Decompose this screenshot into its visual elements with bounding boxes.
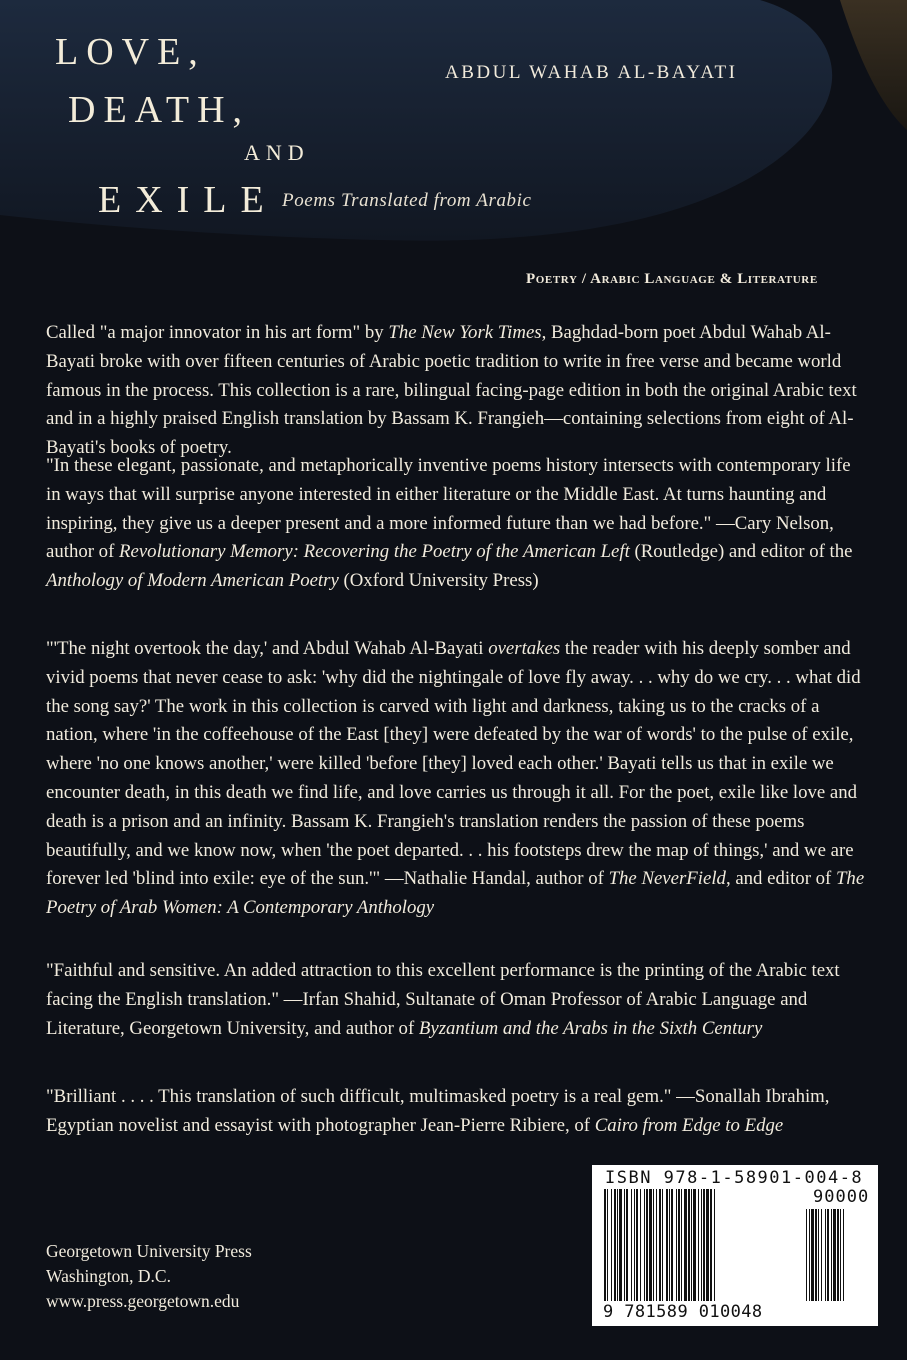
blurb-text: , and editor of — [725, 868, 836, 890]
barcode-bar — [681, 1189, 682, 1301]
book-title-line-2: DEATH, — [68, 89, 251, 131]
barcode-bar — [659, 1189, 661, 1301]
blurb-paragraph-handal — [46, 635, 868, 923]
category-label: Poetry / Arabic Language & Literature — [526, 271, 818, 287]
barcode-addon-bar — [811, 1209, 814, 1301]
publisher-url: www.press.georgetown.edu — [46, 1291, 240, 1311]
barcode-bar — [701, 1189, 702, 1301]
barcode-bar — [631, 1189, 632, 1301]
barcode-bar — [649, 1189, 652, 1301]
publisher-name: Georgetown University Press — [46, 1241, 252, 1261]
barcode-bar — [636, 1189, 638, 1301]
barcode-addon-bar — [843, 1209, 844, 1301]
publisher-city: Washington, D.C. — [46, 1266, 171, 1286]
barcode-bar — [646, 1189, 648, 1301]
barcode-bar — [604, 1189, 606, 1301]
barcode-bar — [614, 1189, 616, 1301]
barcode-bar — [617, 1189, 618, 1301]
barcode-bar — [634, 1189, 635, 1301]
barcode-addon-bar — [818, 1209, 819, 1301]
blurb-text: (Routledge) and editor of the — [629, 541, 853, 563]
barcode-addon-bar — [840, 1209, 841, 1301]
barcode-bar — [676, 1189, 677, 1301]
barcode-bar — [624, 1189, 625, 1301]
price-code: 90000 — [813, 1187, 870, 1207]
barcode-bar — [666, 1189, 668, 1301]
barcode-bar — [693, 1189, 696, 1301]
barcode-addon-bar — [809, 1209, 810, 1301]
barcode-bar — [698, 1189, 699, 1301]
barcode-bar — [626, 1189, 628, 1301]
barcode-addon-bar — [833, 1209, 836, 1301]
author-name: ABDUL WAHAB AL-BAYATI — [445, 62, 738, 83]
blurb-text: "'The night overtook the day,' and Abdul Wahab Al-Bayati — [46, 638, 489, 659]
blurb-text: Called "a major innovator in his art form" by — [46, 322, 389, 343]
blurb-italic-text: The New York Times — [388, 322, 542, 343]
barcode-bar — [656, 1189, 657, 1301]
barcode-bar — [669, 1189, 670, 1301]
ean-number: 9 781589 010048 — [603, 1302, 763, 1322]
barcode-addon-bar — [806, 1209, 807, 1301]
barcode-addon-bar — [831, 1209, 832, 1301]
barcode-addon-bar — [825, 1209, 826, 1301]
blurb-italic-text: overtakes — [488, 638, 561, 659]
blurb-paragraph-shahid — [46, 957, 868, 1043]
barcode-bar — [653, 1189, 654, 1301]
barcode-bar — [671, 1189, 673, 1301]
book-title-line-1: LOVE, — [55, 31, 206, 73]
blurb-paragraph-nelson — [46, 452, 868, 596]
book-title-line-3: AND — [244, 140, 310, 165]
barcode-addon-bar — [815, 1209, 817, 1301]
barcode-bar — [611, 1189, 612, 1301]
isbn-barcode — [592, 1165, 878, 1326]
book-subtitle: Poems Translated from Arabic — [282, 190, 532, 211]
blurb-italic-text: The Poetry of Arab Women: A Contemporary Anthology — [46, 868, 865, 919]
barcode-bar — [619, 1189, 622, 1301]
barcode-bar — [607, 1189, 608, 1301]
barcode-bar — [714, 1189, 715, 1301]
barcode-addon-bar — [837, 1209, 839, 1301]
blurb-italic-text: Revolutionary Memory: Recovering the Poetry of the American Left — [119, 541, 630, 563]
barcode-bar — [644, 1189, 645, 1301]
isbn-number: ISBN 978-1-58901-004-8 — [605, 1168, 864, 1188]
barcode-bar — [688, 1189, 690, 1301]
barcode-bar — [678, 1189, 680, 1301]
barcode-addon-bar — [821, 1209, 822, 1301]
barcode-addon-bar — [827, 1209, 829, 1301]
book-title-line-4: EXILE — [98, 179, 278, 221]
blurb-paragraph-ibrahim — [46, 1083, 868, 1141]
blurb-text: (Oxford University Press) — [338, 570, 539, 592]
barcode-bar — [703, 1189, 705, 1301]
blurb-italic-text: Anthology of Modern American Poetry — [46, 570, 339, 592]
barcode-bar — [691, 1189, 692, 1301]
publisher-info — [46, 1239, 252, 1314]
barcode-bar — [710, 1189, 712, 1301]
barcode-bar — [640, 1189, 641, 1301]
barcode-bar — [684, 1189, 687, 1301]
blurb-italic-text: Byzantium and the Arabs in the Sixth Century — [418, 1017, 763, 1039]
blurb-text: "Brilliant . . . . This translation of such difficult, multimasked poetry is a real gem." —Sonallah Ibrahim, Egyptian novelist and essayist with photographer Jean-Pierre Ribiere, of — [46, 1086, 830, 1136]
barcode-bar — [662, 1189, 663, 1301]
blurb-italic-text: Cairo from Edge to Edge — [594, 1114, 784, 1136]
blurb-italic-text: The NeverField — [608, 868, 726, 890]
blurb-text: "Faithful and sensitive. An added attraction to this excellent performance is the printing of the Arabic text facing the English translation." —Irfan Shahid, Sultanate of Oman Professor of Arabic Language and Literature, Georgetown University, and author of — [46, 960, 840, 1039]
blurb-text: the reader with his deeply somber and vivid poems that never cease to ask: 'why did the nightingale of love fly away. . . why do we cry. . . what did the song say?' The work in this collection is carved with light and darkness, taking us to the cracks of a nation, where 'in the coffeehouse of the East [they] were defeated by the war of words' to the pulse of exile, where 'no one knows another,' were killed 'before [they] loved each other.' Bayati tells us that in exile we encounter death, in this death we find life, and love carries us through it all. For the poet, exile like love and death is a prison and an infinity. Bassam K. Frangieh's translation renders the passion of these poems beautifully, and we know now, when 'the poet departed. . . his footsteps drew the map of things,' and we are forever led 'blind into exile: eye of the sun.'" —Nathalie Handal, author of — [46, 638, 861, 890]
blurb-text: "In these elegant, passionate, and metaphorically inventive poems history intersects with contemporary life in ways that will surprise anyone interested in either literature or the Middle East. At turns haunting and inspiring, they give us a deeper present and a more informed future than we had before." —Cary Nelson, author of — [46, 455, 851, 563]
blurb-paragraph-intro — [46, 319, 868, 463]
barcode-bar — [706, 1189, 709, 1301]
blurb-text: , Baghdad-born poet Abdul Wahab Al-Bayati broke with over fifteen centuries of Arabic poetic tradition to write in free verse and became world famous in the process. This collection is a rare, bilingual facing-page edition in both the original Arabic text and in a highly praised English translation by Bassam K. Frangieh—containing selections from eight of Al-Bayati's books of poetry. — [46, 322, 857, 459]
